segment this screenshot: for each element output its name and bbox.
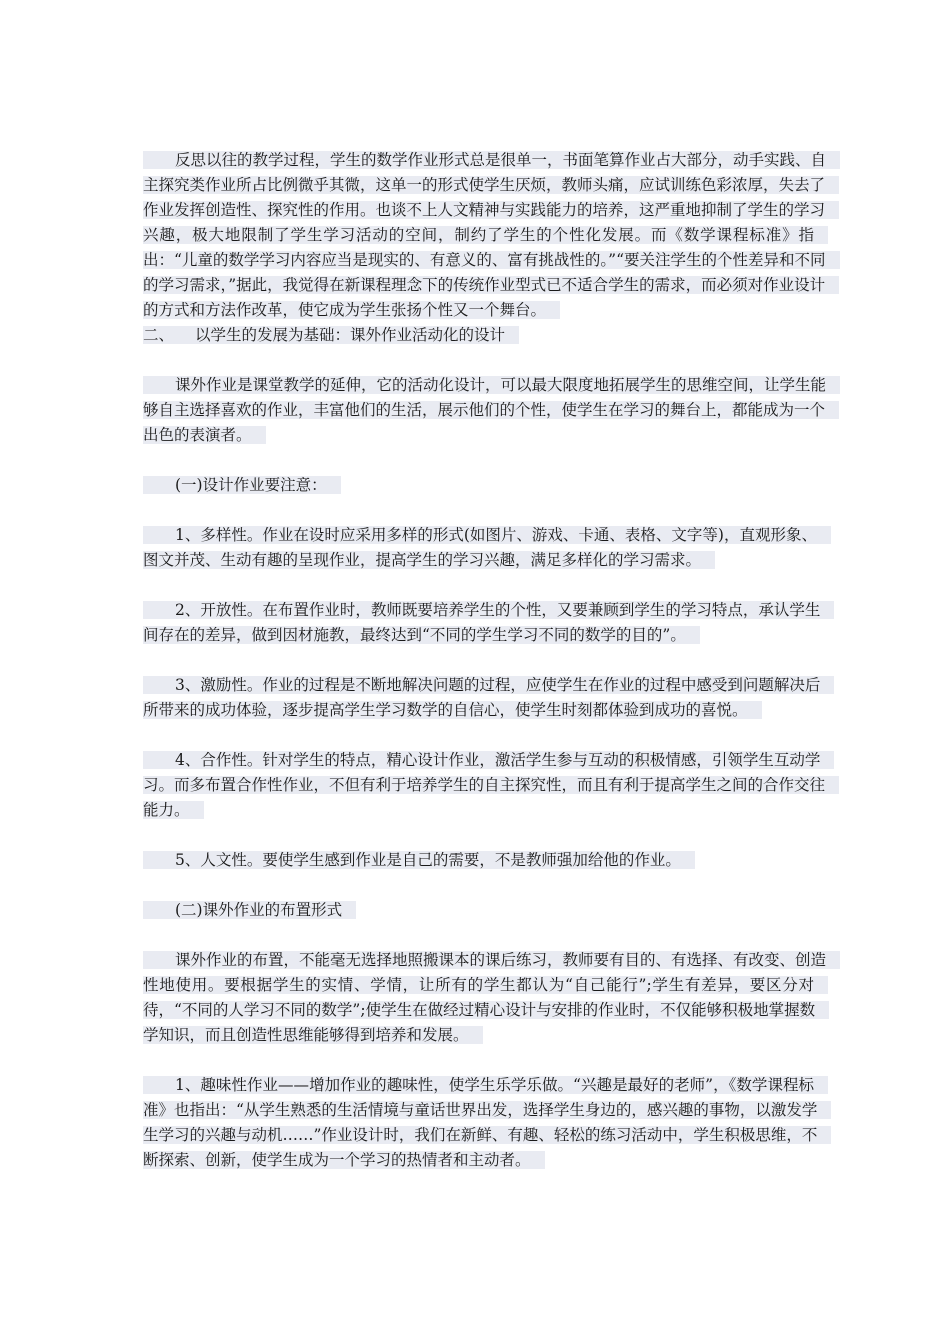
section-2-intro: [143, 373, 828, 448]
form-1-text: 1、趣味性作业——增加作业的趣味性，使学生乐学乐做。“兴趣是最好的老师”，《数学课程标准》也指出：“从学生熟悉的生活情境与童话世界出发，选择学生身边的，感兴趣的事物，以激发学生学习的兴趣与动机……”作业设计时，我们在新鲜、有趣、轻松的练习活动中，学生积极思维，不断探索、创新，使学生成为一个学习的热情者和主动者。: [143, 1076, 818, 1169]
point-5-text: 5、人文性。要使学生感到作业是自己的需要，不是教师强加给他的作业。: [175, 851, 681, 869]
point-1-text: 1、多样性。作业在设时应采用多样的形式(如图片、游戏、卡通、表格、文字等)，直观形象、图文并茂、生动有趣的呈现作业，提高学生的学习兴趣，满足多样化的学习需求。: [143, 526, 817, 569]
point-3: [143, 673, 828, 723]
subsection-1-title: [143, 473, 828, 498]
section-2-intro-text: 课外作业是课堂教学的延伸，它的活动化设计，可以最大限度地拓展学生的思维空间，让学生能够自主选择喜欢的作业，丰富他们的生活，展示他们的个性，使学生在学习的舞台上，都能成为一个出色的表演者。: [143, 376, 827, 444]
point-5: [143, 848, 828, 873]
point-2-text: 2、开放性。在布置作业时，教师既要培养学生的个性，又要兼顾到学生的学习特点，承认学生间存在的差异，做到因材施教，最终达到“不同的学生学习不同的数学的目的”。: [143, 601, 821, 644]
point-3-text: 3、激励性。作业的过程是不断地解决问题的过程，应使学生在作业的过程中感受到问题解决后所带来的成功体验，逐步提高学生学习数学的自信心，使学生时刻都体验到成功的喜悦。: [143, 676, 821, 719]
point-4: [143, 748, 828, 823]
point-4-text: 4、合作性。针对学生的特点，精心设计作业，激活学生参与互动的积极情感，引领学生互动学习。而多布置合作性作业，不但有利于培养学生的自主探究性，而且有利于提高学生之间的合作交往能力。: [143, 751, 826, 819]
subsection-1-title-text: (一)设计作业要注意：: [175, 476, 327, 494]
subsection-2-intro-text: 课外作业的布置，不能毫无选择地照搬课本的课后练习，教师要有目的、有选择、有改变、创造性地使用。要根据学生的实情、学情，让所有的学生都认为“自己能行”;学生有差异，要区分对待，“不同的人学习不同的数学”;使学生在做经过精心设计与安排的作业时，不仅能够积极地掌握数学知识，而且创造性思维能够得到培养和发展。: [143, 951, 827, 1044]
point-1: [143, 523, 828, 573]
subsection-2-title: [143, 898, 828, 923]
subsection-2-intro: [143, 948, 828, 1048]
point-2: [143, 598, 828, 648]
document-body: [143, 148, 828, 1173]
form-1: [143, 1073, 828, 1173]
section-2-heading: [143, 323, 828, 348]
intro-paragraph-text: 反思以往的教学过程，学生的数学作业形式总是很单一，书面笔算作业占大部分，动手实践、自主探究类作业所占比例微乎其微，这单一的形式使学生厌烦，教师头痛，应试训练色彩浓厚，失去了作业发挥创造性、探究性的作用。也谈不上人文精神与实践能力的培养，这严重地抑制了学生的学习兴趣，极大地限制了学生学习活动的空间，制约了学生的个性化发展。而《数学课程标准》指出：“儿童的数学学习内容应当是现实的、有意义的、富有挑战性的。”“要关注学生的个性差异和不同的学习需求，”据此，我觉得在新课程理念下的传统作业型式已不适合学生的需求，而必须对作业设计的方式和方法作改革，使它成为学生张扬个性又一个舞台。: [143, 151, 827, 319]
subsection-2-title-text: (二)课外作业的布置形式: [175, 901, 343, 919]
section-2-number: 二、: [143, 326, 175, 344]
section-2-title: 以学生的发展为基础：课外作业活动化的设计: [195, 326, 506, 344]
intro-paragraph: [143, 148, 828, 323]
